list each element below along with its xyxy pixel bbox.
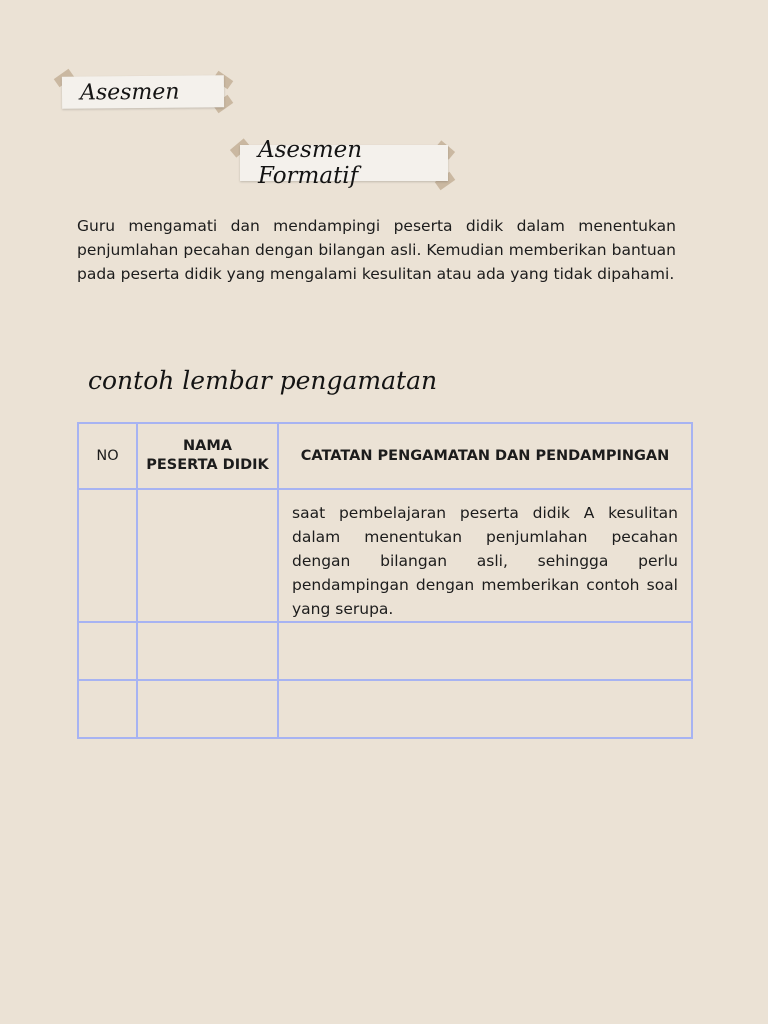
table-header-row <box>78 423 692 489</box>
table-row <box>78 622 692 680</box>
cell-no <box>78 489 137 622</box>
header-notes: CATATAN PENGAMATAN DAN PENDAMPINGAN <box>278 423 692 489</box>
cell-name <box>137 622 278 680</box>
table-row <box>78 680 692 738</box>
observation-sheet-heading: contoh lembar pengamatan <box>88 366 438 395</box>
section-label: Asesmen <box>62 75 224 108</box>
cell-notes: saat pembelajaran peserta didik A kesulitan dalam menentukan penjumlahan pecahan dengan bilangan asli, sehingga perlu pendampingan dengan memberikan contoh soal yang serupa. <box>278 489 692 622</box>
cell-no <box>78 680 137 738</box>
cell-name <box>137 489 278 622</box>
cell-notes <box>278 622 692 680</box>
header-no: NO <box>78 423 137 489</box>
cell-name <box>137 680 278 738</box>
cell-notes <box>278 680 692 738</box>
table-row <box>78 489 692 622</box>
subsection-label: Asesmen Formatif <box>240 145 448 181</box>
header-name: NAMA PESERTA DIDIK <box>137 423 278 489</box>
cell-no <box>78 622 137 680</box>
description-paragraph: Guru mengamati dan mendampingi peserta didik dalam menentukan penjumlahan pecahan dengan bilangan asli. Kemudian memberikan bantuan pada peserta didik yang mengalami kesulitan atau ada yang tidak dipahami. <box>77 217 676 283</box>
observation-table <box>77 422 693 739</box>
